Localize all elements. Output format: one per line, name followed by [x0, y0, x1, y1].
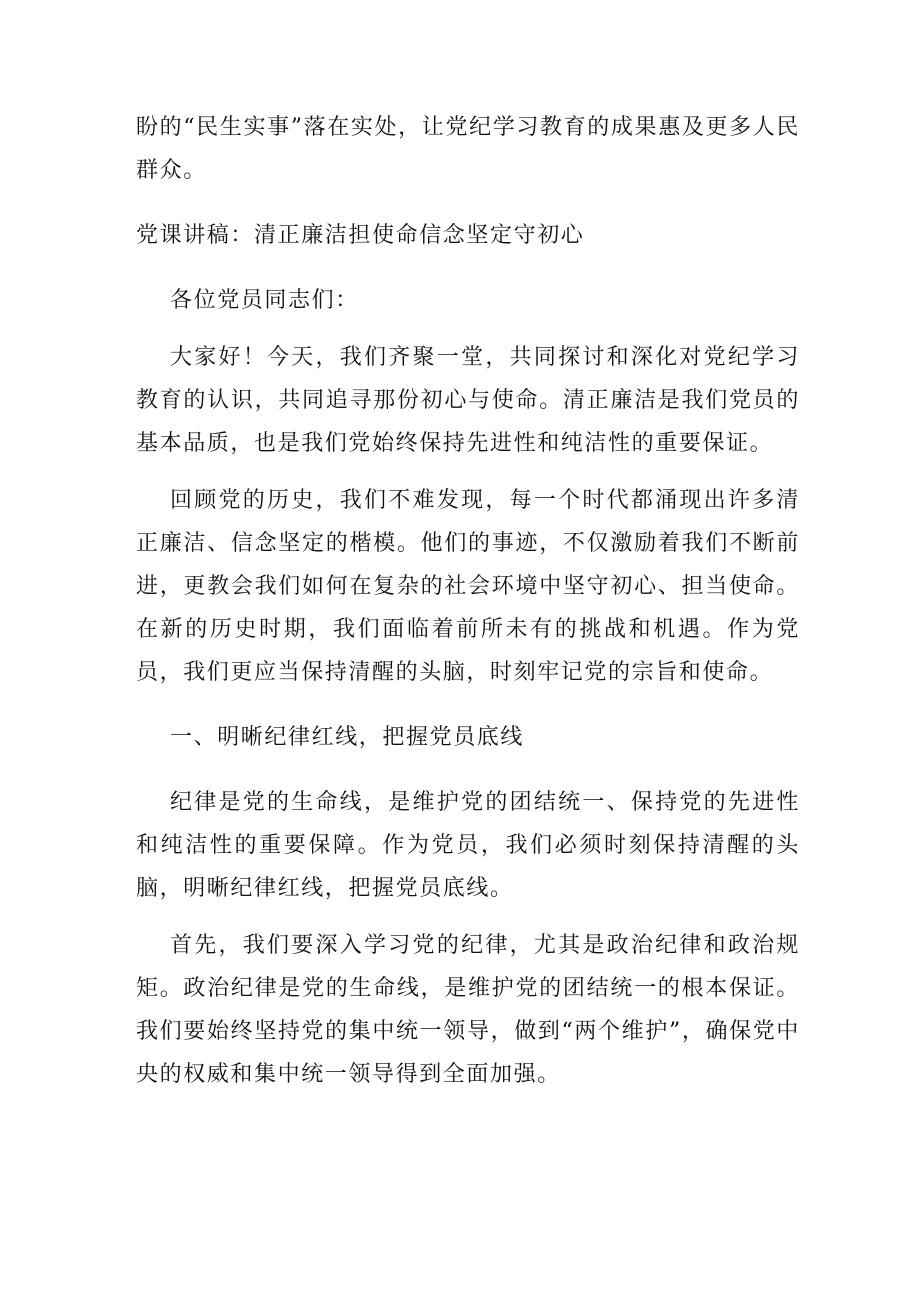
paragraph-political-discipline: 首先，我们要深入学习党的纪律，尤其是政治纪律和政治规矩。政治纪律是党的生命线，是维护党的团结统一的根本保证。我们要始终坚持党的集中统一领导，做到“两个维护”，确保党中央的权威和集中统一领导得到全面加强。 — [136, 933, 800, 1087]
salutation: 各位党员同志们： — [170, 288, 359, 313]
paragraph-continuation: 盼的“民生实事”落在实处，让党纪学习教育的成果惠及更多人民群众。 — [136, 115, 800, 183]
lecture-title: 党课讲稿：清正廉洁担使命信念坚定守初心 — [136, 223, 585, 248]
paragraph-greeting: 大家好！今天，我们齐聚一堂，共同探讨和深化对党纪学习教育的认识，共同追寻那份初心与使命。清正廉洁是我们党员的基本品质，也是我们党始终保持先进性和纯洁性的重要保证。 — [136, 345, 800, 456]
paragraph-discipline: 纪律是党的生命线，是维护党的团结统一、保持党的先进性和纯洁性的重要保障。作为党员，我们必须时刻保持清醒的头脑，明晰纪律红线，把握党员底线。 — [136, 790, 800, 901]
section-heading-1: 一、明晰纪律红线，把握党员底线 — [170, 725, 525, 750]
paragraph-history: 回顾党的历史，我们不难发现，每一个时代都涌现出许多清正廉洁、信念坚定的楷模。他们的事迹，不仅激励着我们不断前进，更教会我们如何在复杂的社会环境中坚守初心、担当使命。在新的历史时期，我们面临着前所未有的挑战和机遇。作为党员，我们更应当保持清醒的头脑，时刻牢记党的宗旨和使命。 — [136, 488, 800, 685]
